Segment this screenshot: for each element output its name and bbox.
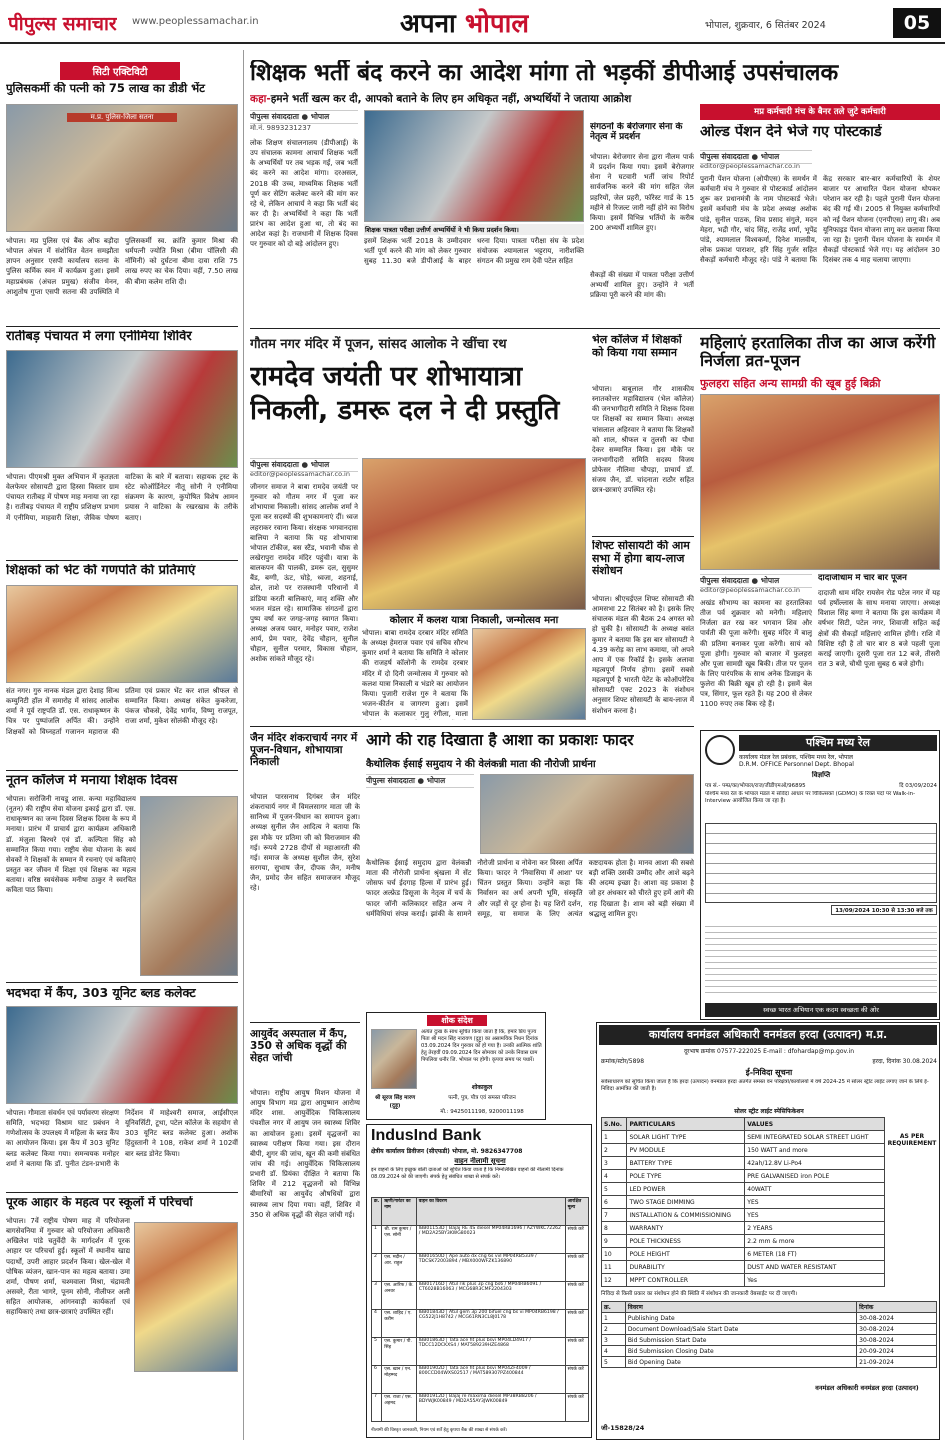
bank-table-row: [372, 1310, 589, 1338]
table-cell: 9: [602, 1235, 627, 1248]
forest-note: निविदा से किसी प्रकार का संशोधन होने की स्थिति में संशोधन की जानकारी वेबसाईट पर दी जाएगी।: [601, 1291, 798, 1297]
ayurved-headline: आयुर्वेद अस्पताल में कैंप, 350 से अधिक वृद्धों की सेहत जांची: [250, 1028, 348, 1065]
spec-table-row: [602, 1196, 885, 1209]
catholic-body: कैथोलिक ईसाई समुदाय द्वारा वेलंकन्नी माता की नौरोजी प्रार्थना श्रृंखला में सेंट जोसफ चर्च ईदगाह हिल्स में प्रारंभ हुई। फादर अल्फ्रेड डिसूजा के नेतृत्व में चर्च के फादर जॉनी कलिकादर सहित अन्य ने धर्मविधियां संपन्न कराईं। झांकी के सामने नौरोजी प्रार्थना व नोवेना कर विस्सा अर्पित किया। फादर ने 'निवासिया में आशा' पर चिंतन प्रस्तुत किया। उन्होंने कहा कि निर्वासन का अर्थ अपनी भूमि, संस्कृति और जड़ों से दूर होना है। यह शिरों दर्शन, समूह, या समाज के लिए अत्यंत कष्टदायक होता है। मानव आशा की सबसे बड़ी शक्ति उसकी उम्मीद और आशे बढ़ने की अदम्य इच्छा है। आशा वह प्रकाश है जो हर अंधकार को चीरते हुए हमें आगे की राह दिखाता है। शाम को बड़ी संख्या में श्रद्धालु शामिल हुए।: [366, 859, 694, 918]
page-number: 05: [893, 8, 941, 38]
table-cell: IBB01912D | Bajaj re maxima diesel MP38RB8206 / BDYWJK00849 / MD2A55AY3JWK00849: [416, 1394, 565, 1422]
schedule-row: [602, 1313, 937, 1324]
jain-body: भोपाल पारसनाथ दिगंबर जैन मंदिर शंकराचार्य नगर में विमलसागर माता जी के सानिध्य में पूजन-विधान का समापन हुआ। अध्यक्ष सुनील जैन आदित्य ने बताया कि इस मौके पर प्रतिमा जी को विराजमान की गई। रूपये 2728 दीपों से महाआरती की गई। समाज के अध्यक्ष सुशील जैन, सुरेश सरगया, सुभाष जैन, दीपक जैन, मनीष जैन, प्रमोद जैन सहित समाजजन मौजूद रहे।: [250, 793, 360, 893]
site-url[interactable]: www.peoplessamachar.in: [132, 16, 259, 27]
table-cell: Publishing Date: [625, 1313, 856, 1324]
condolence-box: [366, 1012, 546, 1120]
bank-footer: नीलामी की विस्तृत जानकारी, नियम एवं शर्तें हेतु कृपया बैंक की शाखा से संपर्क करें।: [371, 1428, 508, 1433]
logo-left: पीपुल्स: [8, 13, 57, 35]
table-header-row: [602, 1118, 885, 1131]
spec-table-row: [602, 1209, 885, 1222]
table-cell: IBB01153D | Bajaj RE 4S diesel MP04RB1696 / AZYWKC72262 / MD2A25BY3KWG80023: [416, 1226, 565, 1254]
table-cell: संपर्क करें: [565, 1254, 588, 1282]
condolence-family: पत्नी, पुत्र, पौत्र एवं समस्त परिजन: [448, 1095, 516, 1101]
condolence-photo: [371, 1029, 417, 1089]
table-cell: एस. आरिफ / के. अनवर: [382, 1282, 416, 1310]
forest-ref: क्रमांक/स्टोर/5898: [601, 1058, 645, 1065]
condolence-family-title: शोकाकुल: [471, 1084, 493, 1091]
teej-photo: [700, 394, 940, 570]
table-cell: 40WATT: [745, 1183, 885, 1196]
table-cell: 12: [602, 1274, 627, 1287]
lead-sub-body: भोपाल। बेरोजगार सेना द्वारा नीलम पार्क में प्रदर्शन किया गया। इसमें बेरोजगार सेना ने घटवारी भर्ती जांच रिपोर्ट सार्वजनिक करने की मांग सहित जेल प्रहरियों, जेल प्रहरी, फॉरेस्ट गार्ड के 15 महीने से रिजल्ट जारी नहीं होने का विरोध किया। इसमें विभिन्न भर्तियों के करीब 200 अभ्यर्थी शामिल हुए।: [590, 153, 694, 232]
anemia-photo: [6, 350, 238, 468]
table-cell: IBB01716D | Atul rik plus 3p cng bs6 / MP04RB6091 / CT6028B16063 / MCG68R3CMF2204303: [416, 1282, 565, 1310]
table-header-cell: ऋणी/गारंटर का नाम: [382, 1198, 416, 1226]
ramdev-photo: [362, 458, 586, 610]
divider: [6, 770, 238, 771]
table-cell: एस. मदीन / आर. राहुल: [382, 1254, 416, 1282]
table-cell: 4: [372, 1310, 382, 1338]
table-cell: Bid Submission Closing Date: [625, 1346, 856, 1357]
lead-mobile: मो.नं. 9893231237: [250, 124, 312, 132]
ganesh-headline: शिक्षकों को भेंट कीं गणपति की प्रतिमाएं: [6, 564, 196, 578]
ramdev-headline: रामदेव जयंती पर शोभायात्रा निकली, डमरू दल ने दी प्रस्तुति: [250, 361, 560, 426]
condolence-name: श्री सूरज सिंह मारण (दुड़ू): [374, 1095, 416, 1109]
railway-title: पश्चिम मध्य रेल: [739, 735, 937, 751]
forest-code: जी-15828/24: [601, 1424, 645, 1432]
table-cell: POLE TYPE: [627, 1170, 745, 1183]
table-cell: संपर्क करें: [565, 1394, 588, 1422]
column-rule: [243, 50, 244, 1440]
table-cell: संपर्क करें: [565, 1282, 588, 1310]
teej-body: अखंड सौभाग्य का कामना का हरतालिका तीज पर्व शुक्रवार को मनेगी। महिलाएं निर्जला व्रत रख कर भगवान शिव और पार्वती की पूजा करेंगी। सुबह मंदिर में बालू की प्रतिमा बनाकर पूजा करेंगी। सायं को पूजा होगी। गुरुवार को बाजार में फुलहरा और पूजा सामग्री खूब बिकी। तीज पर पूजन के लिए पारंपरिक के साथ अनेक डिजाइन के फुलेरा की बिक्री खूब हो रही है। इसमें बेल पत्र, सिंगार, फूल रहते हैं। यह 200 से लेकर 1100 रुपए तक बिक रहे हैं।: [700, 599, 812, 709]
newspaper-logo[interactable]: [8, 10, 117, 36]
table-cell: 3: [372, 1282, 382, 1310]
spec-table-row: [602, 1131, 885, 1144]
table-cell: 42ah/12.8V Li-Po4: [745, 1157, 885, 1170]
bank-table-row: [372, 1282, 589, 1310]
pension-headline: ओल्ड पेंशन देने भेजे गए पोस्टकार्ड: [700, 124, 882, 140]
lead-sub-headline: संगठनों के बेरोजगार सेना के नेतृत्व में प्रदर्शन: [590, 122, 683, 143]
table-cell: 1: [602, 1313, 626, 1324]
bank-notice-text: इन वाहनों के लिए इच्छुक बोली दाताओं को सूचित किया जाता है कि निम्नलिखित वाहनों की नीलामी दिनांक 08.09.2024 को की जाएगी। संपर्क हेतु संबंधित शाखा से संपर्क करें।: [371, 1167, 564, 1180]
forest-table-title: सोलर स्ट्रीट लाईट स्पेसिफिकेशन: [734, 1108, 804, 1115]
city-activity-tag: सिटी एक्टिविटी: [60, 62, 180, 80]
spec-table-row: [602, 1274, 885, 1287]
ramdev-body-2: भोपाल। बाबा रामदेव दरबार मंदिर समिति के अध्यक्ष हेमराज पवार एवं सचिव सौरभ कुमार शर्मा ने बताया कि समिति ने कोलार की राजहर्ष कॉलोनी के रामदेव दरबार मंदिर में दो दिनी जन्मोत्सव में गुरुवार को कलश यात्रा निकाली व भंडारे का आयोजन किया। पुजारी राजेश गुरु ने बताया कि भजन-कीर्तन व जागरण हुआ। इसमें भोपाल के कलाकार गुलु रंगीला, माला: [362, 629, 468, 719]
forest-body: सर्वसाधारण को सूचित किया जाता है कि हरदा (उत्पादन) वनमंडल हरदा अंतर्गत समस्त वन परिक्षेत्रों/कार्यालयों में वर्ष 2024-25 में सोलर स्ट्रीट लाईट लगाए जाने के लिये ई-निविदा आमंत्रित की जाती है।: [601, 1079, 929, 1093]
table-cell: एस. कुमार / पी. सिंह: [382, 1338, 416, 1366]
divider: [6, 1192, 238, 1193]
railway-office-en: D.R.M. OFFICE Personnel Dept. Bhopal: [739, 761, 854, 768]
teej-byline: पीपुल्स संवाददाता ● भोपाल: [700, 574, 812, 588]
table-header-row: [372, 1198, 589, 1226]
table-cell: संपर्क करें: [565, 1366, 588, 1394]
forest-contact: दूरभाष क्रमांक 07577-222025 E-mail : dfohardap@mp.gov.in: [684, 1048, 854, 1055]
table-cell: Bid Opening Date: [625, 1357, 856, 1368]
divider: [250, 328, 940, 329]
lead-kicker: कहा-हमने भर्ती खत्म कर दी, आपको बताने के लिए हम अधिकृत नहीं, अभ्यर्थियों ने जताया आक्रोश: [250, 93, 632, 105]
lead-byline: पीपुल्स संवाददाता ● भोपाल: [250, 110, 358, 124]
blood-camp-photo: [6, 1006, 238, 1104]
anemia-body: भोपाल। पीएमश्री मुक्त अभियान में कृतज्ञता वेलफेयर सोसायटी द्वारा हिस्सा विस्तार ग्राम पंचायत रातीबड़ में पोषण माह मनाया जा रहा है। रातीबड़ पंचायत में राष्ट्रीय प्रशिक्षण प्रभाग में एनीमिया, माहवारी शिक्षा, जैविक पोषण वाटिका के बारे में बताया। सहायक ट्रस्ट के स्टेट कोऑर्डिनेटर नीतू सोनी ने एनीमिया संक्रमण के कारण, कुपोषित विशेष आमन प्रयास ने वाटिका के रखरखाव के तरीके बताए।: [6, 473, 238, 522]
lead-sub-body-2: सैकड़ों की संख्या में पात्रता परीक्षा उत्तीर्ण अभ्यर्थी शामिल हुए। उन्होंने ने भर्ती प्रक्रिया पूरी करने की मांग की।: [590, 271, 694, 300]
schedule-row: [602, 1324, 937, 1335]
nutan-body: भोपाल। सरोजिनी नायडू शास. कन्या महाविद्यालय (नूतन) की राष्ट्रीय सेवा योजना इकाई द्वारा डॉ. एस. राधाकृष्णन का जन्म दिवस शिक्षक दिवस के रूप में मनाया। प्रारंभ में प्राचार्य द्वारा कार्यक्रम अधिकारी डॉ. मंजुला बिरथरे एवं डॉ. कल्पिता सिंह को सम्मानित किया गया। राष्ट्रीय सेवा योजना के स्वयं सेवकों ने शिक्षकों के सम्मान में रचनाएं एवं कविताएं प्रस्तुत कर जीवन में शिक्षा एवं शिक्षक का महत्व बताया। वरिष्ठ स्वयंसेवक मनीषा ठाकुर ने स्वरचित कविता पाठ किया।: [6, 795, 136, 895]
teej-headline: महिलाएं हरतालिका तीज का आज करेंगी निर्जला व्रत-पूजन: [700, 334, 936, 371]
railway-table: [705, 823, 937, 903]
photo-banner: म.प्र. पुलिस-जिला सतना: [67, 113, 177, 122]
police-headline: पुलिसकर्मी की पत्नी को 75 लाख का डीडी भेंट: [6, 82, 205, 95]
table-cell: DUST AND WATER RESISTANT: [745, 1261, 885, 1274]
spec-table-row: [602, 1183, 885, 1196]
forest-office: कार्यालय वनमंडल अधिकारी वनमंडल हरदा (उत्पादन) म.प्र.: [599, 1025, 937, 1045]
railway-interview: 13/09/2024 10:30 से 13:30 बजे तक: [831, 905, 937, 915]
table-header-cell: VALUES: [745, 1118, 885, 1131]
kalash-photo: [472, 628, 586, 720]
forest-notice-title: ई-निविदा सूचना: [745, 1068, 793, 1077]
condolence-title: शोक संदेश: [427, 1015, 487, 1026]
railway-body: पश्चिम मध्य रेल के भोपाल मंडल में संविदा आधार पर चिकित्सकों (GDMO) के रिक्त पदों पर Walk-in-Interview आयोजित किया जा रहा है।: [705, 791, 916, 805]
lead-body-1: लोक शिक्षण संचालनालय (डीपीआई) के उप संचालक कामना आचार्य शिक्षक भर्ती के अभ्यर्थियों पर तब भड़क गईं, जब भर्ती बंद करने का आदेश मांगा। दरअसल, 2018 की उच्च, माध्यमिक शिक्षक भर्ती पूर्ण कर सेटिंग कलेक्ट करने की मांग कर रहे थे, लेकिन आचार्य ने कहा कि भर्ती बंद कर दी है। अभ्यर्थियों ने कहा कि भर्ती प्रारंभ का आदेश हुआ था, तो बंद का आदेश कहां है। राजधानी में शिक्षक दिवस पर गुरुवार को दो बड़े आंदोलन हुए।: [250, 139, 358, 249]
lead-photo-caption: शिक्षक पात्रता परीक्षा उत्तीर्ण अभ्यर्थियों ने भी किया प्रदर्शन किया।: [364, 224, 584, 235]
table-cell: PRE GALVANISED iron POLE: [745, 1170, 885, 1183]
divider: [6, 326, 238, 327]
catholic-headline: आगे की राह दिखाता है आशा का प्रकाशः फादर: [366, 732, 634, 749]
table-cell: 11: [602, 1261, 627, 1274]
nutrition-body: भोपाल। 7वें राष्ट्रीय पोषण माह में परियोजना बागसेवनिया में गुरुवार को परियोजना अधिकारी अखिलेश पांडे चतुर्वेदी के मार्गदर्शन में पूरक आहार पर परिचर्चा हुई। स्कूलों में स्थानीय खाद्य पदार्थों, उपरी आहार प्रदर्शन किया। खेल-खेल में पोषिक व्यंजन, खान-पान का महत्व बताया। उमा शर्मा, पौषण शर्मा, चश्मवाला मिश्रा, चंद्रावती असवरे, रीता भागरे, पूनम सोनी, नीलीफर अली सहित आयोजक, आंगनवाड़ी कार्यकर्ता एवं सहायिकाएं तथा छात्र-छात्राएं उपस्थित रहीं।: [6, 1217, 130, 1317]
dadaji-body: दादाजी धाम मंदिर रायसेन रोड पटेल नगर में यह पर्व हर्षोल्लास के साथ मनाया जाएगा। अध्यक्ष विशाल सिंह बग्गा ने बताया कि इस कार्यक्रम में वर्षभर सिटी, पटेल नगर, शिवाजी सहित कई क्षेत्रों की सैकड़ों महिलाएं शामिल होंगी। राशि में विशिष्ट रही है तो चार बार 8 बजे पहली पूजा कराई जाएगी। दूसरी पूजा रात 12 बजे, तीसरी रात 3 बजे, चौथी पूजा सुबह 6 बजे होगी।: [818, 589, 940, 668]
table-cell: 150 WATT and more: [745, 1144, 885, 1157]
catholic-subhead: कैथोलिक ईसाई समुदाय ने की वेलंकन्नी माता की नौरोजी प्रार्थना: [366, 759, 596, 770]
railway-footer: स्वच्छ भारत अभियान एक कदम स्वच्छता की ओर: [705, 1003, 937, 1017]
table-cell: 10: [602, 1248, 627, 1261]
pension-kicker: मप्र कर्मचारी मंच के बैनर तले जुटे कर्मचारी: [700, 104, 940, 120]
bank-table-row: [372, 1366, 589, 1394]
pension-email[interactable]: editor@peoplessamachar.co.in: [700, 162, 800, 170]
table-header-cell: क्र.: [372, 1198, 382, 1226]
table-cell: 2 YEARS: [745, 1222, 885, 1235]
table-cell: 1: [602, 1131, 627, 1144]
bank-notice: [366, 1124, 592, 1438]
table-cell: संपर्क करें: [565, 1226, 588, 1254]
divider: [6, 982, 238, 983]
masthead: [0, 0, 945, 44]
spec-table-row: [602, 1170, 885, 1183]
nutrition-photo: [134, 1222, 238, 1372]
logo-right: समाचार: [62, 13, 117, 35]
dateline: भोपाल, शुक्रवार, 6 सितंबर 2024: [705, 20, 826, 31]
blood-camp-headline: भदभदा में कैंप, 303 यूनिट ब्लड कलेक्ट: [6, 986, 196, 1000]
table-cell: MPPT CONTROLLER: [627, 1274, 745, 1287]
divider: [592, 536, 694, 537]
table-cell: 6: [372, 1366, 382, 1394]
table-cell: IBB01863D | Tata ace ht plus bsvi MP04LD4917 / TDCC12DCKXS4 / MAT589239HZE4868: [416, 1338, 565, 1366]
table-cell: 5: [602, 1357, 626, 1368]
ramdev-caption: कोलार में कलश यात्रा निकाली, जन्मोत्सव मना: [389, 615, 559, 626]
lead-body-2: इसमें शिक्षक भर्ती 2018 के उम्मीदवार भर्ती पूर्ण करने की मांग को लेकर गुरुवार सुबह 11.30 बजे डीपीआई के बाहर धरना दिया। पात्रता परीक्षा संघ के प्रदेश संयोजक श्यामलाल भट्टराय, नारीशक्ति संगठन की प्रमुख राम देवी पटेल सहित: [364, 237, 584, 266]
table-header-cell: आरक्षित मूल्य: [565, 1198, 588, 1226]
table-header-cell: विवरण: [625, 1302, 856, 1313]
table-cell: 7: [372, 1394, 382, 1422]
police-photo: [6, 104, 238, 232]
table-cell: YES: [745, 1196, 885, 1209]
divider: [250, 726, 694, 727]
table-cell: INSTALLATION & COMMISSIONING: [627, 1209, 745, 1222]
table-cell: श्री. राम कुमार / एस. सोनी: [382, 1226, 416, 1254]
schedule-row: [602, 1346, 937, 1357]
bank-table-row: [372, 1226, 589, 1254]
ramdev-kicker: गौतम नगर मंदिर में पूजन, सांसद आलोक ने खींचा रथ: [250, 337, 507, 352]
spec-table-row: [602, 1222, 885, 1235]
teej-email[interactable]: editor@peoplessamachar.co.in: [700, 586, 800, 594]
condolence-phone: मो.: 9425011198, 9200011198: [440, 1109, 524, 1115]
table-cell: 8: [602, 1222, 627, 1235]
railway-fine-print: [705, 921, 937, 997]
society-body: भोपाल। श्रीएचईएल शिफ्ट सोसायटी की आमसभा 22 सितंबर को है। इसके लिए संचालक मंडल की बैठक 24 अगस्त को हो चुकी है। सोसायटी के अध्यक्ष बसंत कुमार ने बताया कि इस बार सोसायटी ने 4.39 करोड़ का लाभ कमाया, जो अपने आप में एक रिकॉर्ड है। इसके अलावा महत्वपूर्ण निर्णय होगा। इसमें सबसे महत्वपूर्ण है भारती पेटेंट के कोऑपरेटिव सोसायटी एक्ट 2023 के संशोधन अनुसार शिफ्ट सोसायटी के बाय-लाज में संशोधन करना है।: [592, 595, 694, 715]
table-header-cell: S.No.: [602, 1118, 627, 1131]
condolence-body: अत्यंत दुःख के साथ सूचित किया जाता है कि, हमारे प्रिय पूज्य पिता श्री मदन सिंह नारायण (दुड़ू) का असामयिक निधन दिनांक 03.09.2024 दिन गुरुवार को हो गया है। उनकी आत्मिक शांति हेतु तेरहवीं 09.09.2024 दिन सोमवार को उनके निवास ग्राम पिपलिया धनौर जि. भोपाल पर होगी। कृपया समय पर पधारें।: [421, 1029, 542, 1064]
railway-date: दि 03/09/2024: [899, 783, 937, 789]
ayurved-body: भोपाल। राष्ट्रीय आयुष मिशन योजना में आयुष विभाग मप्र द्वारा आयुष्मान आरोग्य मंदिर शास. आयुर्वेदिक चिकित्सालय पंचशील नगर में आयुष जन स्वास्थ्य शिविर का आयोजन हुआ। इसमें वृद्धजनों का स्वास्थ्य परीक्षण किया गया। इस दौरान बीपी, शुगर की जांच, खून की कमी संबंधित जांच की गई। आयुर्वेदिक चिकित्सालय प्रभारी डॉ. प्रियंका दीक्षित ने बताया कि शिविर में 212 वृद्धजनों को विभिन्न बीमारियों का आयुर्वेद औषधियों द्वारा स्वास्थ्य लाभ दिया गया। वहीं, शिविर में 350 से अधिक वृद्धों की सेहत जांची गई।: [250, 1089, 360, 1219]
table-cell: 6 METER (18 FT): [745, 1248, 885, 1261]
ramdev-byline: पीपुल्स संवाददाता ● भोपाल: [250, 458, 358, 472]
bank-name: IndusInd Bank: [371, 1127, 482, 1144]
table-header-cell: क्र.: [602, 1302, 626, 1313]
forest-tender: [596, 1022, 940, 1440]
railway-notice-title: विज्ञप्ति: [811, 771, 831, 779]
railway-office-hi: कार्यालय मंडल रेल प्रबंधक, पश्चिम मध्य रेल, भोपाल: [739, 754, 853, 761]
table-cell: 5: [372, 1338, 382, 1366]
railway-ref: पत्र सं.- पम्प्र/का/भोपाल/राज/जीडीएमओ/96895: [705, 783, 806, 789]
blood-camp-body: भोपाल। गौमाता संवर्धन एवं पर्यावरण संरक्षण समिति, भदभदा विश्राम घाट प्रबंधन ने गणेशोत्सव के उपलक्ष्य में महिला के ब्लड कैंप का आयोजन किया। इस कैंप में 303 यूनिट ब्लड कलेक्ट किया गया। समन्वयक मनोहर शर्मा ने बताया कि डॉ. पुनीत टंडन-प्रभारी के निर्देशन में माहेश्वरी समाज, आईसीएल यूनिवर्सिटी, टूथा, पटेल कॉलेज के सहयोग से 303 यूनिट ब्लड कलेक्ट हुआ। अशोक हिंदुस्तानी ने 108, राकेश शर्मा ने 102वीं बार ब्लड डोनेट किया।: [6, 1109, 238, 1168]
section-title: अपना भोपाल: [400, 9, 530, 39]
divider: [250, 1022, 360, 1023]
table-cell: Yes: [745, 1274, 885, 1287]
jain-headline: जैन मंदिर शंकराचार्य नगर में पूजन-विधान, शोभायात्रा निकाली: [250, 732, 358, 769]
lead-headline: शिक्षक भर्ती बंद करने का आदेश मांगा तो भड़कीं डीपीआई उपसंचालक: [250, 60, 839, 86]
schedule-row: [602, 1335, 937, 1346]
table-cell: एस. शाहिद / ए. करीम: [382, 1310, 416, 1338]
nutrition-headline: पूरक आहार के महत्व पर स्कूलों में परिचर्चा: [6, 1196, 193, 1209]
bhel-body: भोपाल। बाबूलाल गौर शासकीय स्नातकोत्तर महाविद्यालय (भेल कॉलेज) की जनभागीदारी समिति ने शिक्षक दिवस पर शिक्षकों का सम्मान किया। अध्यक्ष चांसलाल अहिरवार ने बताया कि शिक्षकों को शाल, श्रीफल व तुलसी का पौधा देकर सम्मानित किया। इस मौके पर जनभागीदारी समिति सदस्य विजय प्रोफेसर नीलिमा चौपड़ा, प्राचार्य डॉ. संजय जैन, डॉ. चांदनाता राठौर सहित छात्र-छात्राएं उपस्थित रहे।: [592, 385, 694, 495]
teej-subhead: फुलहरा सहित अन्य सामग्री की खूब हुई बिक्री: [700, 377, 881, 390]
ramdev-body: जीनगर समाज ने बाबा रामदेव जयंती पर गुरुवार को गौतम नगर में पूजा कर शोभायात्रा निकाली। सांसद आलोक शर्मा ने पूजा कर सदस्यों की शुभकामनाएं दीं। ध्वज लहराकर रवाना किया। संरक्षक भगवानदास बालिया ने बताया कि यह शोभायात्रा भोपाल टॉकीज, बस स्टैंड, भवानी चौक से लखेरापुरा रामदेव मंदिर पहुंची। यात्रा के बालकपन की पालकी, डमरू दल, सुसुमर बैंड, बग्गी, ऊंट, घोड़े, ध्वजा, शहनाई, ढोल, ताशे पर राजस्थानी परिधानों में डांडिया करती बालिकाएं, मातृ शक्ति और भजन मंडल रहे। सामाजिक संगठनों द्वारा पुष्प वर्षा कर जगह-जगह स्वागत किया। अध्यक्ष अजय पवार, मनोहर पवार, राजेश आर्य, प्रेम पवार, देवेंद्र चौहान, सुनील चौहान, सुनील परमार, विकास चौहान, अशोक सांकते मौजूद रहे।: [250, 483, 358, 664]
society-headline: शिफ्ट सोसायटी की आम सभा में होगा बाय-लाज संशोधन: [592, 540, 690, 578]
table-cell: IBB01843D | Atul gem 3p 200 bifuel cng bs vi MP04RB6198 / CG522J1H8742 / MCG61RN3CL8J0178: [416, 1310, 565, 1338]
table-cell: PV MODULE: [627, 1144, 745, 1157]
table-cell: एस. खान / एन. मोहम्मद: [382, 1366, 416, 1394]
table-cell: एस. राजा / एस. अहमद: [382, 1394, 416, 1422]
table-cell: Document Download/Sale Start Date: [625, 1324, 856, 1335]
divider: [6, 560, 238, 561]
bank-branch: क्षेत्रीय कार्यालय डिवीजन (सीएफडी) भोपाल, मो. 9826347708: [371, 1148, 523, 1155]
table-cell: 1: [372, 1226, 382, 1254]
table-cell: LED POWER: [627, 1183, 745, 1196]
table-cell: 4: [602, 1170, 627, 1183]
table-cell: 30-08-2024: [857, 1335, 937, 1346]
ramdev-email[interactable]: editor@peoplessamachar.co.in: [250, 470, 350, 478]
nutan-headline: नूतन कॉलेज में मनाया शिक्षक दिवस: [6, 774, 178, 788]
table-cell: POLE THICKNESS: [627, 1235, 745, 1248]
table-cell: BATTERY TYPE: [627, 1157, 745, 1170]
table-header-cell: दिनांक: [857, 1302, 937, 1313]
table-cell: TWO STAGE DIMMING: [627, 1196, 745, 1209]
spec-table-row: [602, 1157, 885, 1170]
nutan-photo: [140, 796, 238, 976]
bank-table: [371, 1197, 589, 1425]
spec-table-row: [602, 1144, 885, 1157]
spec-table-row: [602, 1235, 885, 1248]
railway-notice: [700, 730, 940, 1020]
lead-photo: [364, 110, 584, 222]
table-cell: 5: [602, 1183, 627, 1196]
table-cell: 2.2 mm & more: [745, 1235, 885, 1248]
bank-table-row: [372, 1254, 589, 1282]
table-cell: 2: [372, 1254, 382, 1282]
table-cell: 4: [602, 1346, 626, 1357]
spec-table-row: [602, 1261, 885, 1274]
table-cell: संपर्क करें: [565, 1310, 588, 1338]
table-cell: DURABILITY: [627, 1261, 745, 1274]
table-cell: संपर्क करें: [565, 1338, 588, 1366]
spec-table-row: [602, 1248, 885, 1261]
forest-signature: वनमंडल अधिकारी वनमंडल हरदा (उत्पादन): [815, 1384, 919, 1392]
table-cell: 30-08-2024: [857, 1313, 937, 1324]
bank-table-row: [372, 1394, 589, 1422]
catholic-byline: पीपुल्स संवाददाता ● भोपाल: [366, 774, 474, 788]
table-cell: Bid Submission Start Date: [625, 1335, 856, 1346]
ganesh-body: संत नगर। गुरु नानक मंडल द्वारा देशाह सिन्ध कम्युनिटी हॉल में समारोह में सांसद आलोक शर्मा ने पूर्व राष्ट्रपति डॉ. एस. राधाकृष्णन के चित्र पर पुष्पांजलि अर्पित की। उन्होंने शिक्षकों को विघ्नहर्ता गजानन महाराज की प्रतिमा एवं प्रकार भेंट कर शाल श्रीफल से सम्मानित किया। अध्यक्ष संकेत कुकरेजा, पंकज चौकसे, देवेंद्र भार्गव, विष्णु राजपूत, राजा शर्मा, मुकेश सोलंकी मौजूद रहे।: [6, 687, 238, 736]
table-cell: WARRANTY: [627, 1222, 745, 1235]
table-cell: 2: [602, 1144, 627, 1157]
pension-byline: पीपुल्स संवाददाता ● भोपाल: [700, 150, 812, 164]
table-cell: POLE HEIGHT: [627, 1248, 745, 1261]
table-cell: 30-08-2024: [857, 1324, 937, 1335]
table-cell: 20-09-2024: [857, 1346, 937, 1357]
bank-table-row: [372, 1338, 589, 1366]
table-cell: SEMI INTEGRATED SOLAR STREET LIGHT: [745, 1131, 885, 1144]
ganesh-photo: [6, 585, 238, 683]
forest-schedule-table: [601, 1301, 937, 1373]
table-header-cell: वाहन का विवरण: [416, 1198, 565, 1226]
table-cell: 2: [602, 1324, 626, 1335]
forest-qty: AS PER REQUIREMENT: [887, 1133, 937, 1147]
forest-date: हरदा, दिनांक 30.08.2024: [872, 1058, 937, 1065]
bhel-headline: भेल कॉलेज में शिक्षकों को किया गया सम्मान: [592, 334, 682, 359]
schedule-row: [602, 1357, 937, 1368]
table-cell: 3: [602, 1335, 626, 1346]
table-cell: IBB01902D | Tata ace ht plus bsvi MP04ZF4009 / 800CCD04WXS02517 / MAT589307PZ400844: [416, 1366, 565, 1394]
anemia-headline: रातीबड़ पंचायत में लगा एनीमिया शिविर: [6, 330, 192, 344]
dadaji-headline: दादाजीधाम में चार बार पूजन: [818, 574, 907, 583]
table-cell: 21-09-2024: [857, 1357, 937, 1368]
table-cell: 7: [602, 1209, 627, 1222]
table-cell: IBB01650D | Ape auto dx cng 6s vvl MP04RB5339 / TDCSK72003894 / MBX000WFZK136890: [416, 1254, 565, 1282]
table-header-row: [602, 1302, 937, 1313]
table-cell: YES: [745, 1209, 885, 1222]
forest-spec-table: [601, 1117, 885, 1289]
railway-logo-icon: [705, 735, 735, 765]
table-cell: SOLAR LIGHT TYPE: [627, 1131, 745, 1144]
catholic-photo: [480, 774, 694, 854]
table-cell: 3: [602, 1157, 627, 1170]
bank-title: वाहन नीलामी सूचना: [454, 1157, 506, 1165]
police-body: भोपाल। मप्र पुलिस एवं बैंक ऑफ बड़ौदा भोपाल अंचल में संशोधित वेतन समझौता ज्ञापन अनुसार एसपी कार्यालय सतना के पुलिस कर्मिक स्वन में कार्यक्रम हुआ। इसमें महाप्रबंधक (अंचल प्रमुख) संजीव मेनन, आशुतोष गुप्ता एसपी सतना की उपस्थिति में पुलिसकर्मी स्व. क्रांति कुमार मिश्रा की धर्मपत्नी ज्योति मिश्रा (बीमा पॉलिसी की नॉमिनी) को दुर्घटना बीमा दावा राशि 75 लाख रुपए का चेक दिया। वहीं, 7.50 लाख की बीमा कलेम राशि दी।: [6, 237, 238, 296]
table-cell: 6: [602, 1196, 627, 1209]
pension-body: पुरानी पेंशन योजना (ओपीएस) के समर्थन में कर्मचारी मंच ने गुरुवार से पोस्टकार्ड आंदोलन शुरू कर प्रधानमंत्री के नाम पोस्टकार्ड भेजे। इसमें कर्मचारी मंच के प्रदेश अध्यक्ष अशोक पांडे, सुनील पाठक, शिव प्रसाद संगुले, मदन मेहरा, भद्री गौर, चांद सिंह, राजेंद्र शर्मा, भूपेंद्र पांडे, श्यामलाल विश्वकर्मा, दिनेश मालवीय, लोक प्रकाश पाराशर, हरि सिंह गुर्जर सहित सैकड़ों कर्मचारी मौजूद रहे। पांडे ने बताया कि केंद्र सरकार बार-बार कर्मचारियों के शेयर बाजार पर आधारित पेंशन योजना थोपकर परेशान कर रही है। पहले पुरानी पेंशन योजना बंद की गई थी। 2005 से नियुक्त कर्मचारियों को नई पेंशन योजना (एनपीएस) लागू की। अब यूनिफाइड पेंशन योजना लागू कर छलावा किया जा रहा है। पुरानी पेंशन योजना के समर्थन में सैकड़ों पोस्टकार्ड भेजे गए। यह आंदोलन 30 दिसंबर तक 4 माह चलाया जाएगा।: [700, 175, 940, 265]
table-header-cell: PARTICULARS: [627, 1118, 745, 1131]
